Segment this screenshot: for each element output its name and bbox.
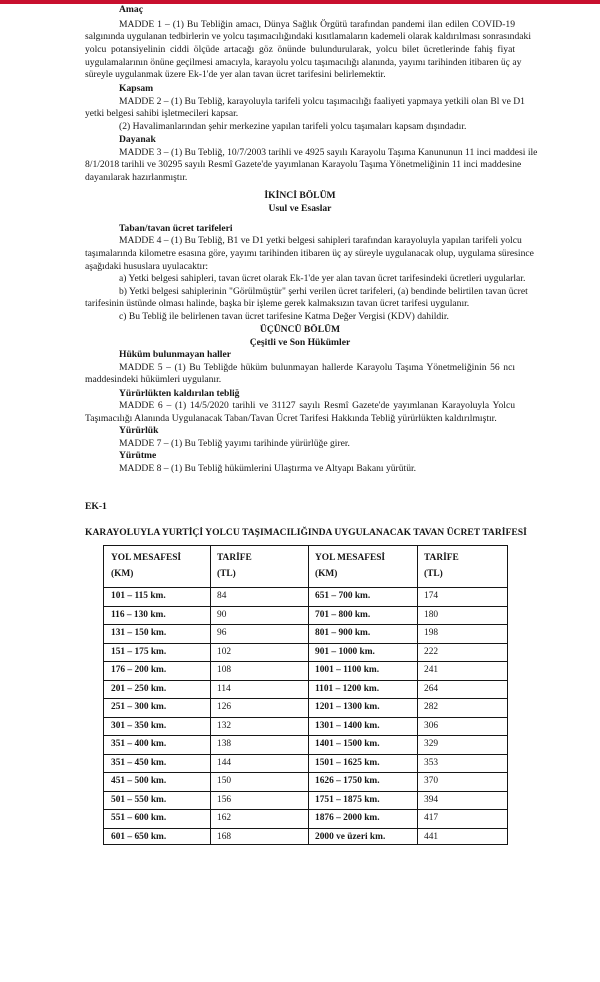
distance-cell: 151 – 175 km. bbox=[111, 646, 167, 657]
fare-cell: 306 bbox=[424, 720, 439, 731]
fare-cell: 180 bbox=[424, 609, 439, 620]
distance-cell: 1001 – 1100 km. bbox=[315, 665, 380, 676]
row-divider bbox=[104, 643, 507, 644]
distance-cell: 1101 – 1200 km. bbox=[315, 683, 380, 694]
distance-cell: 801 – 900 km. bbox=[315, 628, 371, 639]
distance-cell: 1401 – 1500 km. bbox=[315, 739, 380, 750]
annex-title: KARAYOLUYLA YURTİÇİ YOLCU TAŞIMACILIĞINDA UYGULANACAK TAVAN ÜCRET TARİFESİ bbox=[85, 527, 527, 538]
paragraph-line: Taşımacılığı Alanında Uygulanacak Taban/Tavan Ücret Tarifesi Hakkında Tebliğ yürürlükten kaldırılmıştır. bbox=[85, 413, 497, 424]
fare-cell: 156 bbox=[217, 794, 232, 805]
row-divider bbox=[104, 661, 507, 662]
chapter-subtitle: Usul ve Esaslar bbox=[268, 203, 332, 214]
distance-cell: 1626 – 1750 km. bbox=[315, 776, 380, 787]
row-divider bbox=[104, 606, 507, 607]
fare-cell: 174 bbox=[424, 591, 439, 602]
fare-cell: 198 bbox=[424, 628, 439, 639]
column-header-unit: (KM) bbox=[315, 569, 338, 579]
distance-cell: 131 – 150 km. bbox=[111, 628, 167, 639]
paragraph-line: aşağıdaki hususlara uyulacaktır: bbox=[85, 261, 209, 272]
row-divider bbox=[104, 809, 507, 810]
section-heading: Amaç bbox=[119, 4, 143, 15]
fare-cell: 108 bbox=[217, 665, 232, 676]
distance-cell: 601 – 650 km. bbox=[111, 831, 167, 842]
paragraph-line: süreyle uygulanmak üzere Ek-1'de yer alan tavan ücret tarifesini belirlemektir. bbox=[85, 69, 386, 80]
column-header-unit: (TL) bbox=[217, 569, 236, 579]
distance-cell: 501 – 550 km. bbox=[111, 794, 167, 805]
chapter-subtitle: Çeşitli ve Son Hükümler bbox=[249, 337, 351, 348]
distance-cell: 1501 – 1625 km. bbox=[315, 757, 380, 768]
fare-cell: 241 bbox=[424, 665, 439, 676]
section-heading: Yürütme bbox=[119, 450, 157, 461]
section-heading: Dayanak bbox=[119, 134, 156, 145]
section-heading: Taban/tavan ücret tarifeleri bbox=[119, 223, 233, 234]
distance-cell: 451 – 500 km. bbox=[111, 776, 167, 787]
distance-cell: 651 – 700 km. bbox=[315, 591, 371, 602]
column-header: YOL MESAFESİ bbox=[111, 553, 182, 563]
paragraph-line: MADDE 5 – (1) Bu Tebliğde hüküm bulunmayan hallerde Karayolu Taşıma Yönetmeliğinin 56 ncı bbox=[119, 362, 515, 373]
fare-cell: 441 bbox=[424, 831, 439, 842]
fare-cell: 168 bbox=[217, 831, 232, 842]
paragraph-line: yolcu potansiyelinin ciddi ölçüde artacağı göz önünde bulundurularak, yolcu bilet ücretlerinde fahiş fiyat bbox=[85, 44, 515, 55]
paragraph-line: MADDE 4 – (1) Bu Tebliğ, B1 ve D1 yetki belgesi sahipleri tarafından karayoluyla yapılan tarifeli yolcu bbox=[119, 235, 522, 246]
paragraph-line: maddesindeki hükümleri uygulanır. bbox=[85, 374, 222, 385]
distance-cell: 201 – 250 km. bbox=[111, 683, 167, 694]
distance-cell: 1751 – 1875 km. bbox=[315, 794, 380, 805]
distance-cell: 1301 – 1400 km. bbox=[315, 720, 380, 731]
paragraph-line: tarifesinin üstünde olması halinde, başka bir işleme gerek kalmaksızın tavan ücret tarifesi uygulanır. bbox=[85, 298, 470, 309]
row-divider bbox=[104, 717, 507, 718]
paragraph-line: MADDE 1 – (1) Bu Tebliğin amacı, Dünya Sağlık Örgütü tarafından pandemi ilan edilen COVID-19 bbox=[119, 19, 515, 30]
row-divider bbox=[104, 791, 507, 792]
row-divider bbox=[104, 772, 507, 773]
distance-cell: 351 – 450 km. bbox=[111, 757, 167, 768]
row-divider bbox=[104, 587, 507, 588]
distance-cell: 251 – 300 km. bbox=[111, 702, 167, 713]
distance-cell: 701 – 800 km. bbox=[315, 609, 371, 620]
chapter-title: İKİNCİ BÖLÜM bbox=[264, 190, 336, 201]
fare-cell: 417 bbox=[424, 813, 439, 824]
fare-cell: 222 bbox=[424, 646, 439, 657]
fare-cell: 114 bbox=[217, 683, 231, 694]
section-heading: Yürürlük bbox=[119, 425, 159, 436]
paragraph-line: MADDE 2 – (1) Bu Tebliğ, karayoluyla tarifeli yolcu taşımacılığı faaliyeti yapmaya yetkili olan Bl ve D1 bbox=[119, 96, 525, 107]
column-divider bbox=[308, 546, 309, 844]
fare-cell: 90 bbox=[217, 609, 227, 620]
distance-cell: 1876 – 2000 km. bbox=[315, 813, 380, 824]
paragraph-line: taşımalarında kilometre esasına göre, yayımı tarihinden itibaren üç ay süreyle uygulanacak olup, uygulama süresince bbox=[85, 248, 534, 259]
section-heading: Yürürlükten kaldırılan tebliğ bbox=[119, 388, 240, 399]
fare-cell: 126 bbox=[217, 702, 232, 713]
fare-cell: 329 bbox=[424, 739, 439, 750]
distance-cell: 551 – 600 km. bbox=[111, 813, 167, 824]
fare-cell: 102 bbox=[217, 646, 232, 657]
chapter-title: ÜÇÜNCÜ BÖLÜM bbox=[259, 324, 341, 335]
column-header: TARİFE bbox=[217, 553, 252, 563]
annex-label: EK-1 bbox=[85, 501, 107, 512]
paragraph-line: uygulamalarının önüne geçilmesi amacıyla, karayolu yolcu taşımacılığı alanında, yayımı tarihinden itibaren üç ay bbox=[85, 57, 522, 68]
fare-cell: 370 bbox=[424, 776, 439, 787]
paragraph-line: MADDE 6 – (1) 14/5/2020 tarihli ve 31127 sayılı Resmî Gazete'de yayımlanan Karayoluyla Yolcu bbox=[119, 400, 515, 411]
fare-cell: 144 bbox=[217, 757, 232, 768]
fare-cell: 150 bbox=[217, 776, 232, 787]
paragraph-line: dayanılarak hazırlanmıştır. bbox=[85, 172, 188, 183]
paragraph-line: a) Yetki belgesi sahipleri, tavan ücret olarak Ek-1'de yer alan tavan ücret tarifesindeki ücretleri uygularlar. bbox=[119, 273, 526, 284]
row-divider bbox=[104, 624, 507, 625]
paragraph-line: MADDE 7 – (1) Bu Tebliğ yayımı tarihinde yürürlüğe girer. bbox=[119, 438, 350, 449]
column-header-unit: (TL) bbox=[424, 569, 443, 579]
column-header-unit: (KM) bbox=[111, 569, 134, 579]
paragraph-line: MADDE 8 – (1) Bu Tebliğ hükümlerini Ulaştırma ve Altyapı Bakanı yürütür. bbox=[119, 463, 417, 474]
paragraph-line: 8/1/2018 tarihli ve 30295 sayılı Resmî Gazete'de yayımlanan Karayolu Taşıma Yönetmeliğinin 11 inci maddesine bbox=[85, 159, 522, 170]
column-divider bbox=[210, 546, 211, 844]
paragraph-line: salgınında uygulanan tedbirlerin ve yolcu taşımacılığındaki kısıtlamaların kademeli olarak kaldırılması sonrasındaki bbox=[85, 31, 531, 42]
tariff-table bbox=[103, 545, 508, 845]
column-header: YOL MESAFESİ bbox=[315, 553, 386, 563]
row-divider bbox=[104, 680, 507, 681]
distance-cell: 351 – 400 km. bbox=[111, 739, 167, 750]
distance-cell: 2000 ve üzeri km. bbox=[315, 831, 386, 842]
row-divider bbox=[104, 828, 507, 829]
row-divider bbox=[104, 735, 507, 736]
row-divider bbox=[104, 698, 507, 699]
section-heading: Kapsam bbox=[119, 83, 154, 94]
fare-cell: 394 bbox=[424, 794, 439, 805]
fare-cell: 264 bbox=[424, 683, 439, 694]
distance-cell: 101 – 115 km. bbox=[111, 591, 166, 602]
paragraph-line: MADDE 3 – (1) Bu Tebliğ, 10/7/2003 tarihli ve 4925 sayılı Karayolu Taşıma Kanununun 11 inci maddesi ile bbox=[119, 147, 538, 158]
distance-cell: 901 – 1000 km. bbox=[315, 646, 375, 657]
fare-cell: 162 bbox=[217, 813, 232, 824]
fare-cell: 282 bbox=[424, 702, 439, 713]
fare-cell: 132 bbox=[217, 720, 232, 731]
distance-cell: 176 – 200 km. bbox=[111, 665, 167, 676]
row-divider bbox=[104, 754, 507, 755]
section-heading: Hüküm bulunmayan haller bbox=[119, 349, 231, 360]
distance-cell: 1201 – 1300 km. bbox=[315, 702, 380, 713]
top-red-bar bbox=[0, 0, 600, 4]
paragraph-line: c) Bu Tebliğ ile belirlenen tavan ücret tarifesine Katma Değer Vergisi (KDV) dahildir. bbox=[119, 311, 449, 322]
distance-cell: 116 – 130 km. bbox=[111, 609, 166, 620]
fare-cell: 138 bbox=[217, 739, 232, 750]
column-divider bbox=[417, 546, 418, 844]
column-header: TARİFE bbox=[424, 553, 459, 563]
paragraph-line: yetki belgesi sahibi işletmecileri kapsar. bbox=[85, 108, 239, 119]
fare-cell: 96 bbox=[217, 628, 227, 639]
distance-cell: 301 – 350 km. bbox=[111, 720, 167, 731]
fare-cell: 84 bbox=[217, 591, 227, 602]
fare-cell: 353 bbox=[424, 757, 439, 768]
paragraph-line: b) Yetki belgesi sahiplerinin "Görülmüştür" şerhi verilen ücret tarifeleri, (a) bendinde belirtilen tavan ücret bbox=[119, 286, 528, 297]
paragraph-line: (2) Havalimanlarından şehir merkezine yapılan tarifeli yolcu taşımaları kapsam dışındadır. bbox=[119, 121, 467, 132]
